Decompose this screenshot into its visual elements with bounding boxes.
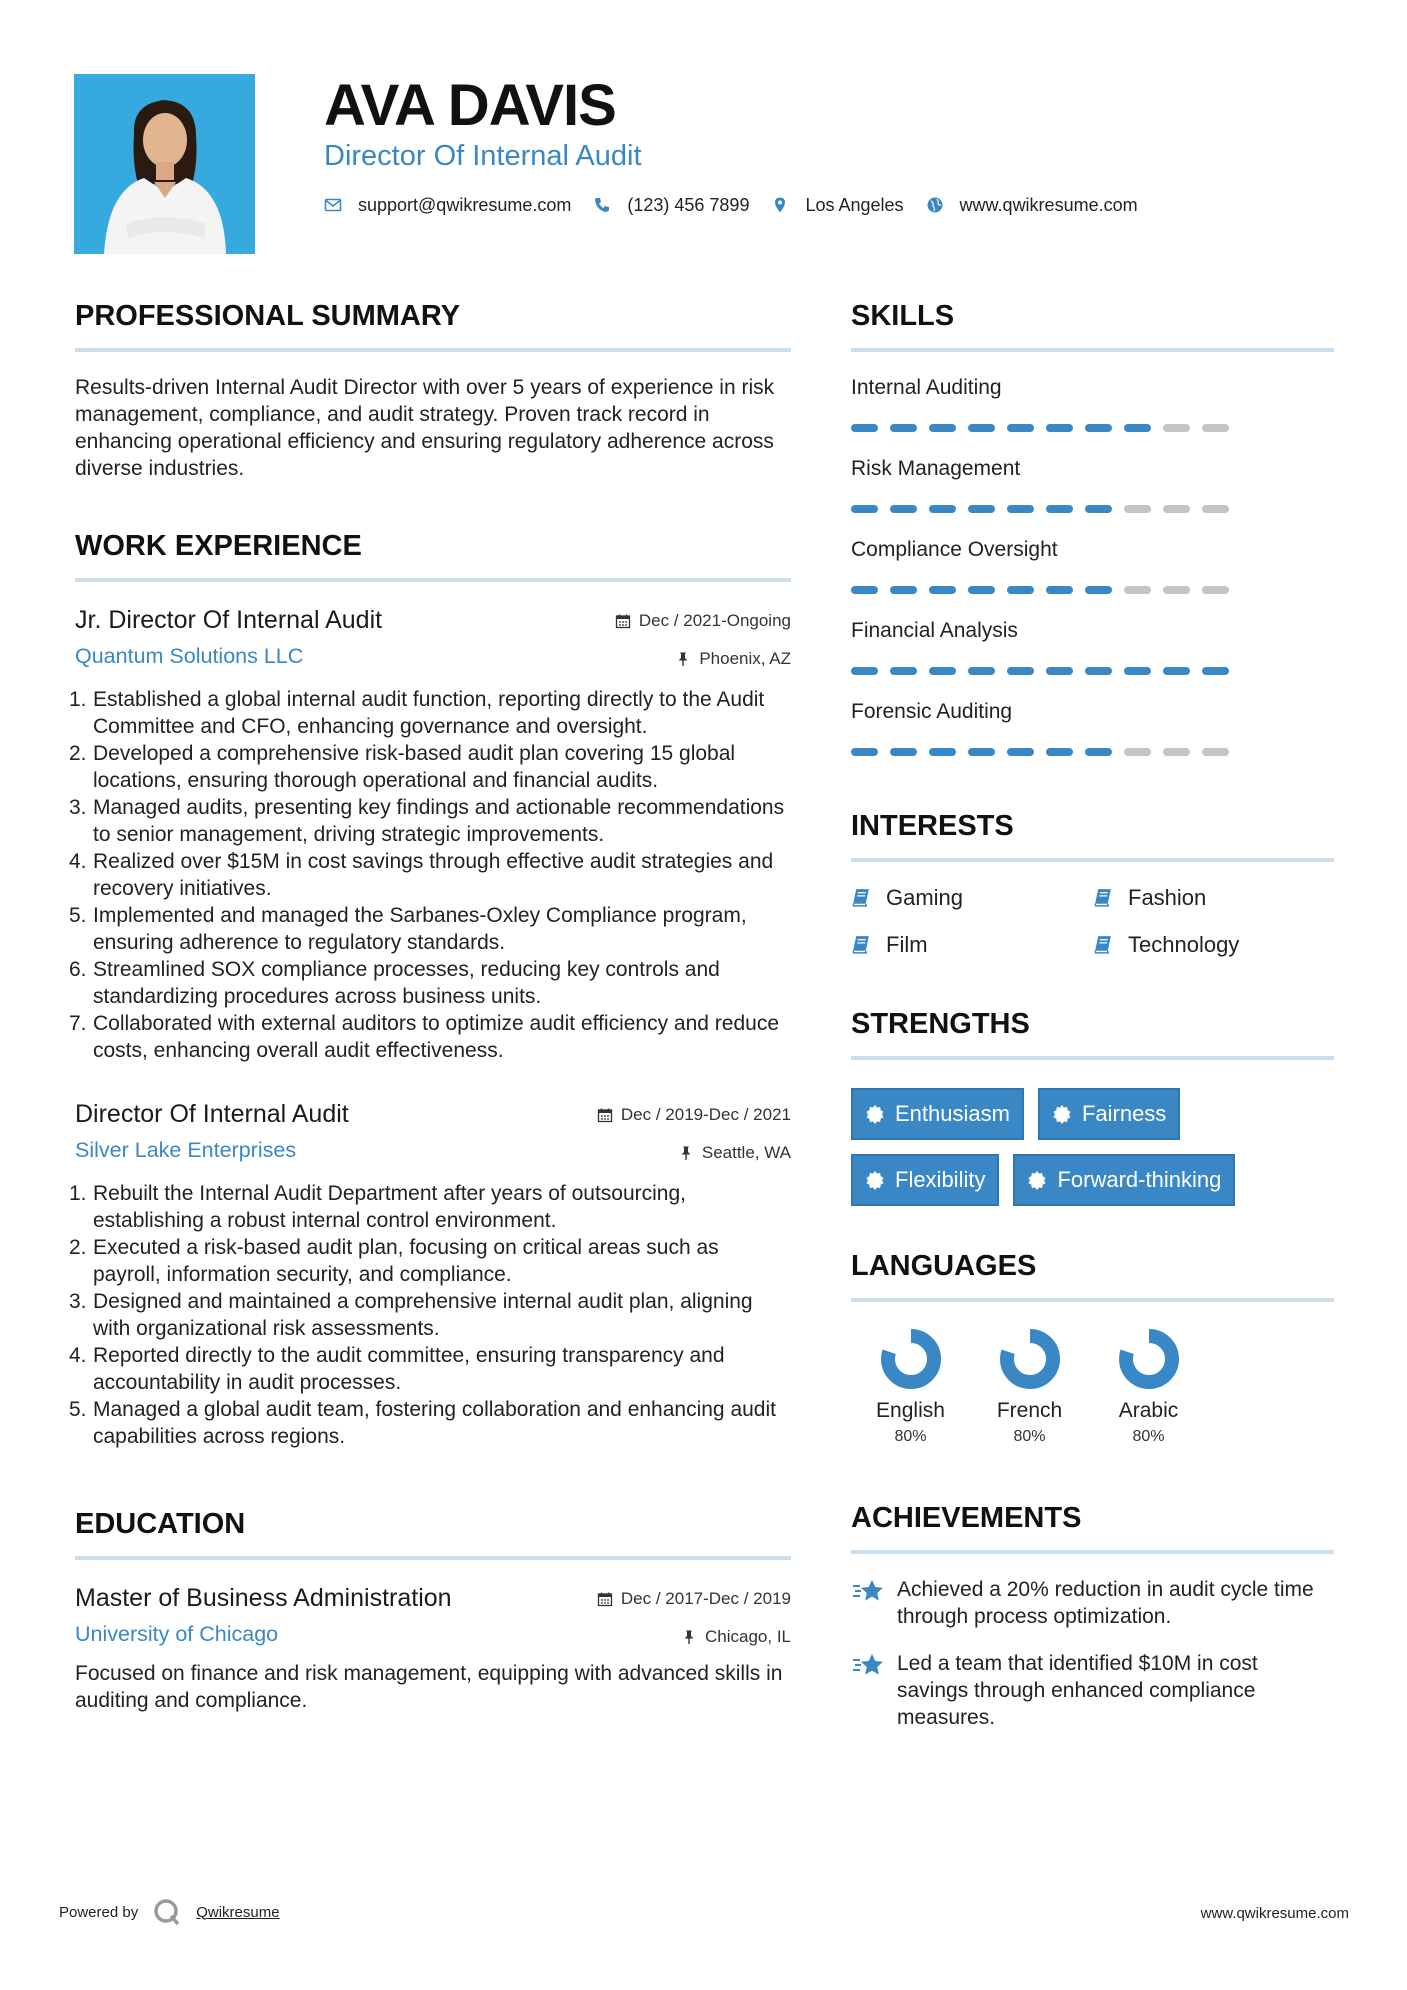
star-icon xyxy=(851,1578,885,1604)
skill-dash-empty xyxy=(1124,586,1151,594)
achievement-item xyxy=(851,1650,1334,1731)
skill-item xyxy=(851,698,1334,756)
languages-list xyxy=(851,1328,1334,1446)
interest-item xyxy=(1093,931,1335,958)
email-text: support@qwikresume.com xyxy=(358,194,572,215)
skill-item xyxy=(851,536,1334,594)
degree-title: Master of Business Administration xyxy=(75,1584,452,1612)
interests-grid xyxy=(851,884,1334,958)
skill-dash-filled xyxy=(890,748,917,756)
interest-label: Film xyxy=(886,932,928,957)
calendar-icon xyxy=(597,1591,613,1607)
skill-dash-filled xyxy=(890,667,917,675)
skills-heading: SKILLS xyxy=(851,300,955,332)
job-location-text: Seattle, WA xyxy=(701,1143,791,1162)
skill-dash-filled xyxy=(1202,667,1229,675)
language-percent: 80% xyxy=(1132,1428,1165,1445)
skill-dash-filled xyxy=(1046,667,1073,675)
right-column xyxy=(851,296,1334,1731)
skill-dash-filled xyxy=(1046,505,1073,513)
section-divider xyxy=(851,1056,1334,1060)
interest-label: Gaming xyxy=(886,885,964,910)
languages-section xyxy=(851,1246,1334,1446)
strength-tag xyxy=(1038,1088,1180,1140)
skill-dash-filled xyxy=(851,748,878,756)
left-column xyxy=(69,296,791,1714)
skill-dash-empty xyxy=(1163,748,1190,756)
job-entry xyxy=(69,604,791,1064)
book-icon xyxy=(851,934,872,955)
pushpin-icon xyxy=(675,651,691,667)
skill-rating xyxy=(851,586,1334,594)
education-location-text: Chicago, IL xyxy=(705,1627,791,1646)
book-icon xyxy=(851,887,872,908)
education-dates xyxy=(597,1586,791,1612)
contact-phone[interactable] xyxy=(593,195,749,216)
skill-dash-filled xyxy=(968,667,995,675)
language-item xyxy=(851,1328,970,1446)
strength-label: Flexibility xyxy=(895,1167,986,1192)
brand-link[interactable]: Qwikresume xyxy=(196,1903,280,1921)
language-percent: 80% xyxy=(894,1428,927,1445)
skill-dash-empty xyxy=(1202,748,1229,756)
job-bullets xyxy=(69,686,791,1064)
job-title: Director Of Internal Audit xyxy=(75,1100,349,1128)
bullet-item: 6. Streamlined SOX compliance processes, reducing key controls and standardizing procedures across business units. xyxy=(69,958,720,1008)
achievements-section xyxy=(851,1498,1334,1731)
experience-heading: WORK EXPERIENCE xyxy=(75,530,362,562)
skill-dash-filled xyxy=(929,424,956,432)
footer-powered-by xyxy=(59,1897,280,1927)
education-section xyxy=(75,1504,791,1714)
strengths-section xyxy=(851,1004,1334,1206)
job-bullets xyxy=(69,1180,791,1450)
skill-item xyxy=(851,455,1334,513)
job-location xyxy=(597,1140,791,1166)
bullet-item: 1. Rebuilt the Internal Audit Department after years of outsourcing, establishing a robust internal control environment. xyxy=(69,1182,686,1232)
phone-icon xyxy=(593,196,611,214)
interest-item xyxy=(1093,884,1335,911)
achievement-text: Achieved a 20% reduction in audit cycle time through process optimization. xyxy=(897,1578,1314,1628)
bullet-item: 4. Realized over $15M in cost savings through effective audit strategies and recovery initiatives. xyxy=(69,850,774,900)
skill-dash-empty xyxy=(1202,586,1229,594)
achievement-text: Led a team that identified $10M in cost savings through enhanced compliance measures. xyxy=(897,1652,1258,1729)
skill-dash-filled xyxy=(968,586,995,594)
section-divider xyxy=(75,578,791,582)
education-entry xyxy=(75,1582,791,1714)
job-dates-text: Dec / 2021-Ongoing xyxy=(638,611,791,630)
portrait-image xyxy=(74,74,255,254)
skill-dash-empty xyxy=(1124,748,1151,756)
language-item xyxy=(1089,1328,1208,1446)
school-name: University of Chicago xyxy=(75,1622,279,1646)
strengths-tags xyxy=(851,1088,1271,1206)
language-progress-ring xyxy=(1118,1328,1180,1390)
strength-tag xyxy=(1013,1154,1235,1206)
contact-bar xyxy=(324,193,1160,217)
skill-dash-filled xyxy=(1163,667,1190,675)
section-divider xyxy=(851,348,1334,352)
bullet-item: 3. Managed audits, presenting key findings and actionable recommendations to senior management, driving strategic improvements. xyxy=(69,796,785,846)
skill-dash-filled xyxy=(929,505,956,513)
achievement-item xyxy=(851,1576,1334,1630)
strength-label: Fairness xyxy=(1081,1101,1167,1126)
job-dates xyxy=(615,608,791,634)
skill-dash-empty xyxy=(1163,505,1190,513)
footer-website[interactable]: www.qwikresume.com xyxy=(1200,1905,1349,1922)
interest-label: Technology xyxy=(1128,932,1240,957)
candidate-title: Director Of Internal Audit xyxy=(324,140,642,172)
section-divider xyxy=(851,1298,1334,1302)
skill-dash-filled xyxy=(851,505,878,513)
skill-dash-filled xyxy=(890,586,917,594)
strength-label: Forward-thinking xyxy=(1057,1167,1222,1192)
summary-heading: PROFESSIONAL SUMMARY xyxy=(75,300,461,332)
globe-icon xyxy=(926,196,944,214)
candidate-name: AVA DAVIS xyxy=(324,73,616,138)
skill-dash-empty xyxy=(1163,586,1190,594)
skill-dash-filled xyxy=(851,424,878,432)
strength-tag xyxy=(851,1154,999,1206)
skill-dash-filled xyxy=(1085,505,1112,513)
skill-dash-filled xyxy=(1085,424,1112,432)
bullet-item: 3. Designed and maintained a comprehensive internal audit plan, aligning with organizational risk assessments. xyxy=(69,1290,753,1340)
education-heading: EDUCATION xyxy=(75,1508,246,1540)
skill-item xyxy=(851,617,1334,675)
skill-dash-filled xyxy=(1124,424,1151,432)
job-title: Jr. Director Of Internal Audit xyxy=(75,606,383,634)
skill-dash-filled xyxy=(890,505,917,513)
interests-heading: INTERESTS xyxy=(851,810,1014,842)
skill-dash-filled xyxy=(1046,424,1073,432)
bullet-item: 5. Managed a global audit team, fostering collaboration and enhancing audit capabilities across regions. xyxy=(69,1398,776,1448)
job-meta xyxy=(597,1102,791,1178)
skill-label: Internal Auditing xyxy=(851,376,1002,399)
contact-email[interactable] xyxy=(324,195,571,216)
summary-section xyxy=(75,296,791,482)
language-name: English xyxy=(876,1399,945,1422)
badge-icon xyxy=(865,1104,885,1124)
skill-dash-filled xyxy=(1007,667,1034,675)
pushpin-icon xyxy=(678,1145,694,1161)
section-divider xyxy=(75,1556,791,1560)
skill-rating xyxy=(851,667,1334,675)
strengths-heading: STRENGTHS xyxy=(851,1008,1030,1040)
skill-rating xyxy=(851,424,1334,432)
job-company: Silver Lake Enterprises xyxy=(75,1138,297,1162)
summary-text: Results-driven Internal Audit Director with over 5 years of experience in risk management, compliance, and audit strategy. Proven track record in enhancing operational efficiency and ensuring regulatory adherence across diverse industries. xyxy=(75,376,775,480)
interest-label: Fashion xyxy=(1128,885,1207,910)
skill-dash-filled xyxy=(1046,748,1073,756)
skill-dash-filled xyxy=(968,748,995,756)
skill-item xyxy=(851,374,1334,432)
skill-dash-filled xyxy=(1124,667,1151,675)
job-dates xyxy=(597,1102,791,1128)
skill-dash-filled xyxy=(929,667,956,675)
skill-dash-filled xyxy=(1007,424,1034,432)
skill-dash-filled xyxy=(1007,505,1034,513)
job-location xyxy=(615,646,791,672)
bullet-item: 2. Developed a comprehensive risk-based audit plan covering 15 global locations, ensuring thorough operational and financial audits. xyxy=(69,742,736,792)
skills-list xyxy=(851,374,1334,756)
language-item xyxy=(970,1328,1089,1446)
bullet-item: 4. Reported directly to the audit committee, ensuring transparency and accountability in audit processes. xyxy=(69,1344,725,1394)
calendar-icon xyxy=(597,1107,613,1123)
job-entry xyxy=(69,1098,791,1450)
skill-dash-filled xyxy=(968,424,995,432)
language-progress-ring xyxy=(880,1328,942,1390)
website-text: www.qwikresume.com xyxy=(959,194,1138,215)
calendar-icon xyxy=(615,613,631,629)
job-meta xyxy=(615,608,791,684)
job-location-text: Phoenix, AZ xyxy=(699,649,791,668)
skill-dash-filled xyxy=(1046,586,1073,594)
qwikresume-logo-icon xyxy=(152,1897,182,1927)
badge-icon xyxy=(1052,1104,1072,1124)
skill-dash-filled xyxy=(968,505,995,513)
skill-label: Risk Management xyxy=(851,457,1021,480)
skill-dash-filled xyxy=(1085,586,1112,594)
book-icon xyxy=(1093,887,1114,908)
education-meta xyxy=(597,1586,791,1662)
language-percent: 80% xyxy=(1013,1428,1046,1445)
strength-label: Enthusiasm xyxy=(895,1101,1010,1126)
job-dates-text: Dec / 2019-Dec / 2021 xyxy=(620,1105,791,1124)
skill-dash-filled xyxy=(851,586,878,594)
badge-icon xyxy=(865,1170,885,1190)
language-name: Arabic xyxy=(1118,1399,1179,1422)
skill-dash-empty xyxy=(1124,505,1151,513)
bullet-item: 7. Collaborated with external auditors to optimize audit efficiency and reduce costs, enhancing overall audit effectiveness. xyxy=(69,1012,780,1062)
achievements-heading: ACHIEVEMENTS xyxy=(851,1502,1082,1534)
contact-location xyxy=(771,195,903,216)
map-pin-icon xyxy=(771,196,789,214)
bullet-item: 2. Executed a risk-based audit plan, focusing on critical areas such as payroll, information security, and compliance. xyxy=(69,1236,719,1286)
section-divider xyxy=(851,1550,1334,1554)
book-icon xyxy=(1093,934,1114,955)
skill-label: Financial Analysis xyxy=(851,619,1018,642)
skill-dash-filled xyxy=(1085,667,1112,675)
skill-label: Compliance Oversight xyxy=(851,538,1058,561)
education-description: Focused on finance and risk management, equipping with advanced skills in auditing and compliance. xyxy=(75,1662,783,1712)
language-name: French xyxy=(996,1399,1063,1422)
contact-website[interactable] xyxy=(926,195,1138,216)
interests-section xyxy=(851,806,1334,958)
bullet-item: 1. Established a global internal audit function, reporting directly to the Audit Committee and CFO, enhancing governance and oversight. xyxy=(69,688,765,738)
strength-tag xyxy=(851,1088,1024,1140)
experience-section xyxy=(69,526,791,1450)
interest-item xyxy=(851,884,1093,911)
bullet-item: 5. Implemented and managed the Sarbanes-Oxley Compliance program, ensuring adherence to regulatory standards. xyxy=(69,904,747,954)
skill-dash-empty xyxy=(1202,424,1229,432)
education-location xyxy=(597,1624,791,1650)
languages-heading: LANGUAGES xyxy=(851,1250,1037,1282)
skill-dash-filled xyxy=(851,667,878,675)
skill-dash-filled xyxy=(1007,748,1034,756)
section-divider xyxy=(75,348,791,352)
badge-icon xyxy=(1027,1170,1047,1190)
skill-dash-filled xyxy=(929,586,956,594)
profile-photo xyxy=(74,74,255,254)
star-icon xyxy=(851,1652,885,1678)
skill-label: Forensic Auditing xyxy=(851,700,1013,723)
skill-dash-filled xyxy=(1085,748,1112,756)
interest-item xyxy=(851,931,1093,958)
phone-text: (123) 456 7899 xyxy=(627,194,750,215)
skill-dash-filled xyxy=(1007,586,1034,594)
skill-dash-filled xyxy=(890,424,917,432)
language-progress-ring xyxy=(999,1328,1061,1390)
skill-dash-filled xyxy=(929,748,956,756)
skill-dash-empty xyxy=(1202,505,1229,513)
skill-rating xyxy=(851,505,1334,513)
envelope-icon xyxy=(324,196,342,214)
skills-section xyxy=(851,296,1334,756)
skill-rating xyxy=(851,748,1334,756)
section-divider xyxy=(851,858,1334,862)
powered-by-text: Powered by xyxy=(59,1903,139,1921)
job-company: Quantum Solutions LLC xyxy=(75,644,304,668)
education-dates-text: Dec / 2017-Dec / 2019 xyxy=(620,1589,791,1608)
skill-dash-empty xyxy=(1163,424,1190,432)
pushpin-icon xyxy=(681,1629,697,1645)
location-text: Los Angeles xyxy=(805,194,904,215)
